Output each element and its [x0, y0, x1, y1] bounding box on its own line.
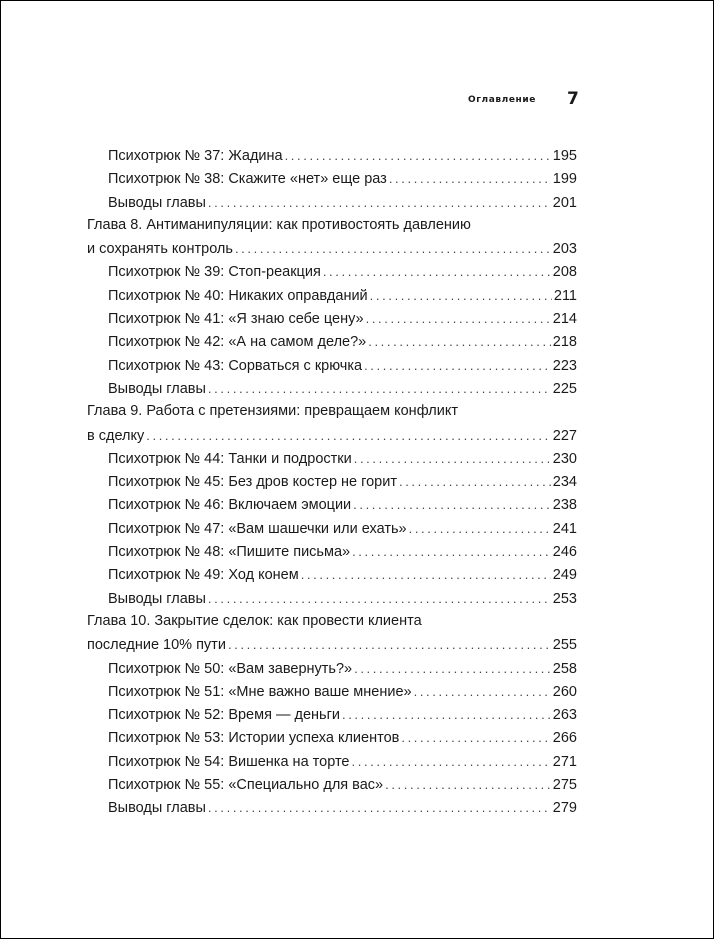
toc-entry-page: 208 — [552, 264, 577, 281]
page-number: 7 — [567, 89, 579, 109]
toc-entry[interactable] — [87, 517, 577, 540]
toc-entry-page: 234 — [552, 474, 577, 491]
toc-entry[interactable] — [87, 703, 577, 726]
toc-entry-page: 249 — [552, 567, 577, 584]
toc-entry-page: 260 — [552, 683, 577, 700]
toc-entry-page: 195 — [552, 148, 577, 164]
toc-entry[interactable] — [87, 493, 577, 516]
dot-leader — [208, 796, 551, 820]
dot-leader — [370, 284, 552, 308]
dot-leader — [208, 587, 551, 611]
running-header — [1, 89, 713, 113]
chapter-heading[interactable] — [87, 610, 577, 633]
chapter-heading-cont[interactable] — [87, 237, 577, 260]
toc-entry[interactable] — [87, 377, 577, 400]
dot-leader — [354, 447, 551, 471]
chapter-title-line2: и сохранять контроль — [87, 241, 233, 258]
header-title: Оглавление — [467, 95, 536, 105]
toc-entry-page: 214 — [552, 311, 577, 328]
toc-entry-title: Выводы главы — [108, 800, 206, 817]
dot-leader — [342, 703, 551, 727]
toc-entry-title: Психотрюк № 51: «Мне важно ваше мнение» — [108, 683, 412, 700]
toc-entry-page: 263 — [552, 707, 577, 724]
toc-entry[interactable] — [87, 470, 577, 493]
table-of-contents — [87, 144, 577, 820]
toc-entry[interactable] — [87, 680, 577, 703]
toc-entry-page: 230 — [552, 450, 577, 467]
toc-entry-title: Выводы главы — [108, 590, 206, 607]
toc-entry-page: 201 — [552, 194, 577, 211]
toc-entry-page: 203 — [552, 241, 577, 258]
toc-entry-title: Психотрюк № 43: Сорваться с крючка — [108, 357, 363, 374]
toc-entry-page: 275 — [552, 777, 577, 794]
dot-leader — [409, 517, 551, 541]
toc-entry[interactable] — [87, 540, 577, 563]
chapter-heading[interactable] — [87, 400, 577, 423]
dot-leader — [389, 167, 551, 191]
dot-leader — [364, 354, 551, 378]
toc-entry[interactable] — [87, 144, 577, 167]
toc-entry[interactable] — [87, 796, 577, 819]
toc-entry-title: Выводы главы — [108, 194, 206, 211]
toc-entry-title: Психотрюк № 55: «Специально для вас» — [108, 777, 384, 794]
dot-leader — [354, 657, 551, 681]
chapter-title-line2: в сделку — [87, 427, 145, 444]
toc-entry[interactable] — [87, 726, 577, 749]
toc-entry-title: Психотрюк № 53: Истории успеха клиентов — [108, 730, 400, 747]
dot-leader — [228, 633, 551, 657]
toc-entry[interactable] — [87, 657, 577, 680]
dot-leader — [368, 330, 551, 354]
toc-entry-page: 218 — [552, 334, 577, 351]
toc-entry-title: Выводы главы — [108, 380, 206, 397]
dot-leader — [414, 680, 551, 704]
dot-leader — [385, 773, 551, 797]
toc-entry[interactable] — [87, 587, 577, 610]
toc-entry[interactable] — [87, 447, 577, 470]
chapter-heading[interactable] — [87, 214, 577, 237]
toc-entry[interactable] — [87, 354, 577, 377]
toc-entry-page: 199 — [552, 171, 577, 188]
dot-leader — [352, 750, 551, 774]
toc-entry[interactable] — [87, 191, 577, 214]
dot-leader — [353, 493, 551, 517]
toc-entry-title: Психотрюк № 42: «А на самом деле?» — [108, 334, 367, 351]
toc-entry-title: Психотрюк № 46: Включаем эмоции — [108, 497, 352, 514]
toc-entry-page: 211 — [553, 287, 577, 304]
dot-leader — [352, 540, 551, 564]
toc-entry-title: Психотрюк № 45: Без дров костер не горит — [108, 474, 397, 491]
toc-entry-title: Психотрюк № 39: Стоп-реакция — [108, 264, 321, 281]
toc-entry-title: Психотрюк № 48: «Пишите письма» — [108, 544, 351, 561]
toc-entry-page: 266 — [552, 730, 577, 747]
toc-entry-page: 227 — [552, 427, 577, 444]
toc-entry-page: 241 — [552, 520, 577, 537]
toc-entry-title: Психотрюк № 50: «Вам завернуть?» — [108, 660, 353, 677]
toc-entry-page: 279 — [552, 800, 577, 817]
toc-entry-page: 238 — [552, 497, 577, 514]
toc-entry[interactable] — [87, 773, 577, 796]
chapter-heading-cont[interactable] — [87, 424, 577, 447]
toc-entry-title: Психотрюк № 41: «Я знаю себе цену» — [108, 311, 364, 328]
toc-entry-page: 246 — [552, 544, 577, 561]
toc-entry-title: Психотрюк № 44: Танки и подростки — [108, 450, 352, 467]
toc-entry[interactable] — [87, 330, 577, 353]
toc-entry-page: 223 — [552, 357, 577, 374]
dot-leader — [323, 260, 551, 284]
dot-leader — [301, 563, 551, 587]
chapter-heading-cont[interactable] — [87, 633, 577, 656]
dot-leader — [208, 377, 551, 401]
toc-entry-page: 253 — [552, 590, 577, 607]
toc-entry-title: Психотрюк № 49: Ход конем — [108, 567, 299, 584]
toc-entry-page: 258 — [552, 660, 577, 677]
toc-entry-title: Психотрюк № 47: «Вам шашечки или ехать» — [108, 520, 407, 537]
toc-entry-title: Психотрюк № 40: Никаких оправданий — [108, 287, 368, 304]
chapter-title-line1: Глава 10. Закрытие сделок: как провести клиента — [87, 612, 422, 629]
toc-entry-title: Психотрюк № 52: Время — деньги — [108, 707, 340, 724]
toc-entry[interactable] — [87, 750, 577, 773]
dot-leader — [285, 144, 551, 168]
toc-entry[interactable] — [87, 284, 577, 307]
dot-leader — [401, 726, 550, 750]
toc-entry[interactable] — [87, 260, 577, 283]
dot-leader — [146, 424, 551, 448]
chapter-title-line1: Глава 9. Работа с претензиями: превращаем конфликт — [87, 403, 459, 420]
toc-entry[interactable] — [87, 167, 577, 190]
toc-entry-title: Психотрюк № 37: Жадина — [108, 148, 283, 164]
toc-entry-title: Психотрюк № 38: Скажите «нет» еще раз — [108, 171, 387, 188]
dot-leader — [208, 191, 551, 215]
toc-entry-title: Психотрюк № 54: Вишенка на торте — [108, 753, 350, 770]
dot-leader — [366, 307, 551, 331]
toc-entry-page: 255 — [552, 637, 577, 654]
toc-entry[interactable] — [87, 307, 577, 330]
toc-entry-page: 225 — [552, 380, 577, 397]
toc-entry[interactable] — [87, 563, 577, 586]
toc-entry-page: 271 — [552, 753, 577, 770]
dot-leader — [399, 470, 551, 494]
chapter-title-line2: последние 10% пути — [87, 637, 226, 654]
chapter-title-line1: Глава 8. Антиманипуляции: как противостоять давлению — [87, 216, 471, 233]
dot-leader — [235, 237, 551, 261]
